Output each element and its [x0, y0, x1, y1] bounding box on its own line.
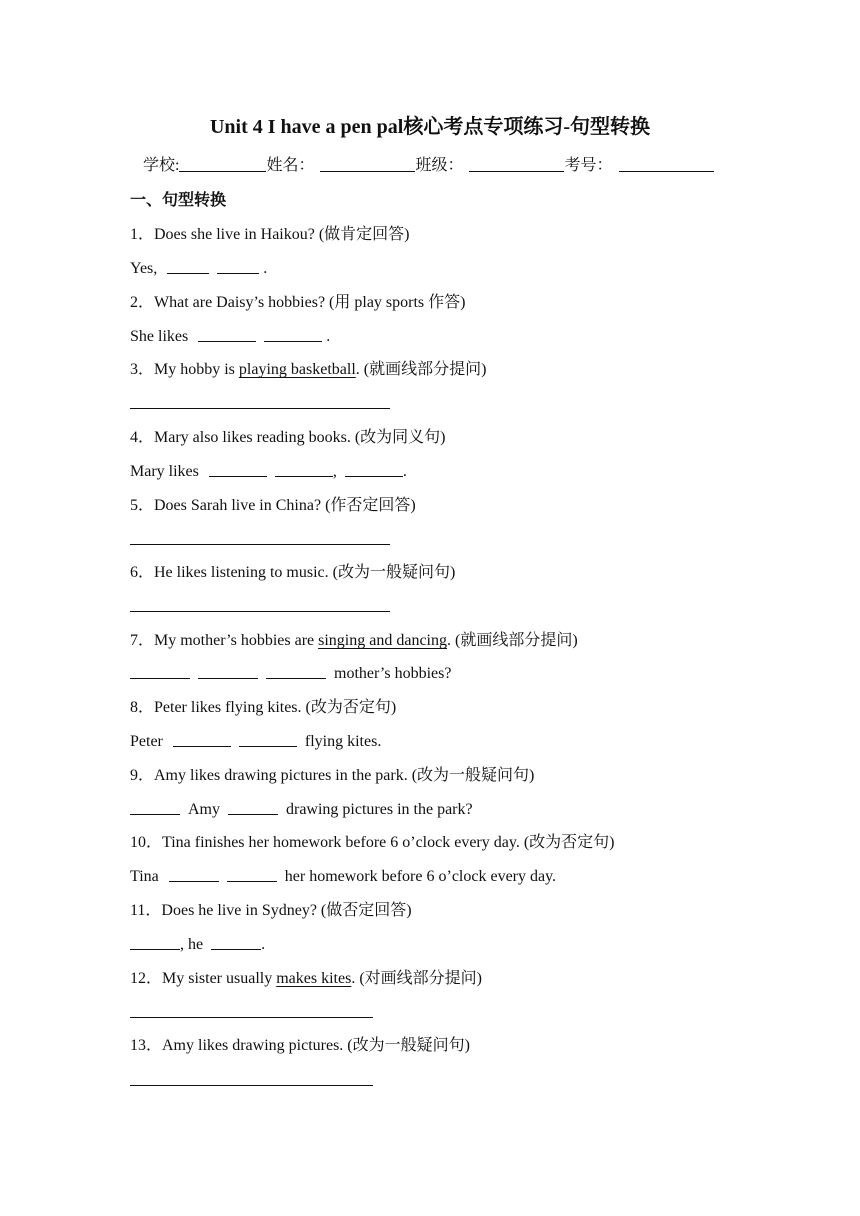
answer-blank [264, 326, 322, 342]
question-13: 13．Amy likes drawing pictures. (改为一般疑问句) [130, 1037, 470, 1054]
answer-4-end: . [402, 463, 407, 480]
answer-blank [167, 258, 209, 274]
answer-2-prefix: She likes [130, 328, 189, 345]
answer-line-12 [130, 1017, 373, 1018]
question-8: 8．Peter likes flying kites. (改为否定句) [130, 699, 397, 716]
question-6: 6．He likes listening to music. (改为一般疑问句) [130, 564, 456, 581]
section-heading: 一、句型转换 [130, 192, 227, 209]
answer-blank [266, 663, 326, 679]
answer-10 [130, 866, 556, 888]
school-blank [179, 155, 266, 172]
answer-blank [130, 799, 180, 815]
answer-4-comma: , [332, 463, 337, 480]
answer-blank [209, 461, 267, 477]
answer-line-13 [130, 1085, 373, 1086]
answer-2-end: . [326, 328, 331, 345]
answer-8-suffix: flying kites. [304, 733, 382, 750]
answer-9-middle: Amy [188, 801, 220, 818]
question-12 [130, 968, 482, 990]
answer-1 [130, 258, 267, 280]
answer-11-end: . [261, 936, 266, 953]
question-5: 5．Does Sarah live in China? (作否定回答) [130, 497, 416, 514]
answer-11-middle: , he [180, 936, 204, 953]
answer-blank [345, 461, 403, 477]
answer-line-5 [130, 544, 390, 545]
answer-blank [227, 866, 277, 882]
answer-blank [130, 663, 190, 679]
question-11: 11．Does he live in Sydney? (做否定回答) [130, 902, 412, 919]
answer-7 [130, 663, 451, 685]
question-12-instruction: . (对画线部分提问) [351, 970, 482, 987]
answer-blank [198, 663, 258, 679]
question-7-text: 7．My mother’s hobbies are [130, 632, 319, 649]
answer-blank [173, 731, 231, 747]
answer-9 [130, 799, 473, 821]
answer-9-suffix: drawing pictures in the park? [286, 801, 473, 818]
answer-blank [198, 326, 256, 342]
answer-4 [130, 461, 407, 483]
name-label: 姓名： [266, 157, 315, 174]
question-1: 1．Does she live in Haikou? (做肯定回答) [130, 226, 410, 243]
answer-8 [130, 731, 381, 753]
answer-10-suffix: her homework before 6 o’clock every day. [284, 868, 557, 885]
answer-2 [130, 326, 330, 348]
number-label: 考号： [564, 157, 613, 174]
class-label: 班级： [415, 157, 464, 174]
answer-blank [211, 934, 261, 950]
answer-10-prefix: Tina [130, 868, 159, 885]
answer-1-end: . [263, 260, 268, 277]
answer-8-prefix: Peter [130, 733, 163, 750]
answer-blank [228, 799, 278, 815]
answer-4-prefix: Mary likes [130, 463, 199, 480]
question-2: 2．What are Daisy’s hobbies? (用 play sports 作答) [130, 294, 466, 311]
underlined-phrase: makes kites [276, 970, 352, 987]
page-title: Unit 4 I have a pen pal核心考点专项练习-句型转换 [209, 116, 651, 138]
class-blank [469, 155, 564, 172]
question-9: 9．Amy likes drawing pictures in the park. (改为一般疑问句) [130, 767, 535, 784]
answer-blank [217, 258, 259, 274]
answer-blank [130, 934, 180, 950]
answer-blank [275, 461, 333, 477]
question-3-instruction: . (就画线部分提问) [355, 361, 487, 378]
answer-blank [239, 731, 297, 747]
student-info-row [143, 155, 714, 177]
question-12-text: 12．My sister usually [130, 970, 277, 987]
underlined-phrase: singing and dancing [318, 632, 447, 649]
name-blank [320, 155, 415, 172]
answer-1-prefix: Yes, [130, 260, 158, 277]
school-label: 学校: [143, 157, 180, 174]
answer-line-3 [130, 408, 390, 409]
question-7 [130, 630, 578, 652]
question-4: 4．Mary also likes reading books. (改为同义句) [130, 429, 446, 446]
question-3-text: 3．My hobby is [130, 361, 239, 378]
answer-7-suffix: mother’s hobbies? [334, 665, 452, 682]
underlined-phrase: playing basketball [238, 361, 356, 378]
answer-blank [169, 866, 219, 882]
question-7-instruction: . (就画线部分提问) [447, 632, 578, 649]
question-10: 10．Tina finishes her homework before 6 o’clock every day. (改为否定句) [130, 834, 615, 851]
answer-line-6 [130, 611, 390, 612]
number-blank [619, 155, 714, 172]
answer-11 [130, 934, 265, 956]
question-3 [130, 359, 486, 381]
